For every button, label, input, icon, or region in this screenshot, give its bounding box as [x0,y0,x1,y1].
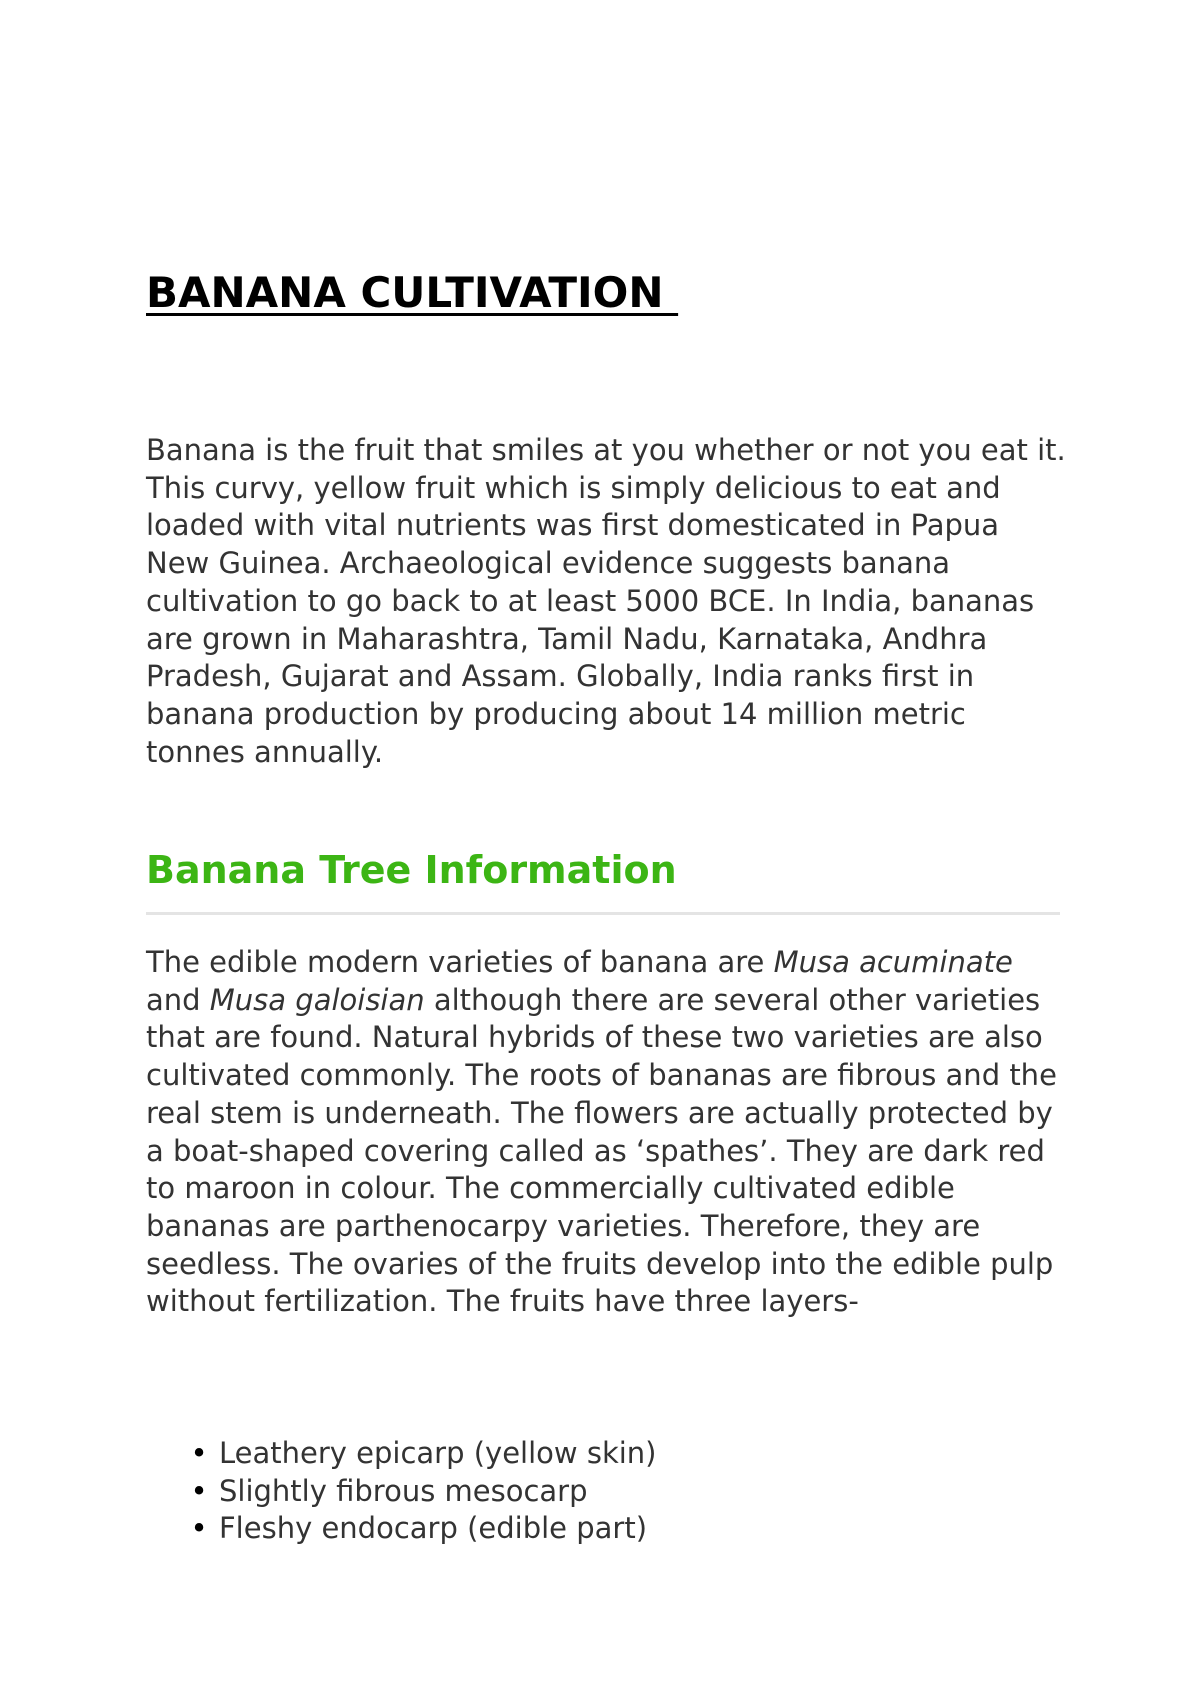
list-item-text: Slightly fibrous mesocarp [219,1473,588,1508]
species-name-musa-acuminate: Musa acuminate [773,945,1013,979]
list-item [146,1435,657,1473]
fruit-layers-list [146,1435,657,1548]
section-divider [146,912,1060,915]
bullet-icon: • [190,1511,208,1546]
list-item [146,1510,657,1548]
bullet-icon: • [190,1436,208,1470]
bullet-icon: • [190,1473,208,1508]
banana-tree-paragraph [146,944,1066,1321]
paragraph-lead-text: The edible modern varieties of banana are [146,945,774,979]
list-item-text: Fleshy endocarp (edible part) [219,1511,648,1546]
species-name-musa-galoisian: Musa galoisian [209,982,425,1017]
list-item-text: Leathery epicarp (yellow skin) [219,1436,657,1470]
paragraph-connector-text: and [146,982,210,1017]
list-item [146,1473,657,1511]
section-heading-banana-tree-information: Banana Tree Information [146,848,677,892]
intro-paragraph: Banana is the fruit that smiles at you whether or not you eat it. This curvy, yellow fruit which is simply delicious to eat and loaded with vital nutrients was first domesticated in Papua New Guinea. Archaeological evidence suggests banana cultivation to go back to at least 5000 BCE. In India, bananas are grown in Maharashtra, Tamil Nadu, Karnataka, Andhra Pradesh, Gujarat and Assam. Globally, India ranks first in banana production by producing about 14 million metric tonnes annually. [146,433,1066,769]
paragraph-rest-text: although there are several other varieties that are found. Natural hybrids of these two varieties are also cultivated commonly. The roots of bananas are fibrous and the real stem is underneath. The flowers are actually protected by a boat-shaped covering called as ‘spathes’. They are dark red to maroon in colour. The commercially cultivated edible bananas are parthenocarpy varieties. Therefore, they are seedless. The ovaries of the fruits develop into the edible pulp without fertilization. The fruits have three layers- [146,982,1057,1319]
document-title: BANANA CULTIVATION [146,268,679,317]
